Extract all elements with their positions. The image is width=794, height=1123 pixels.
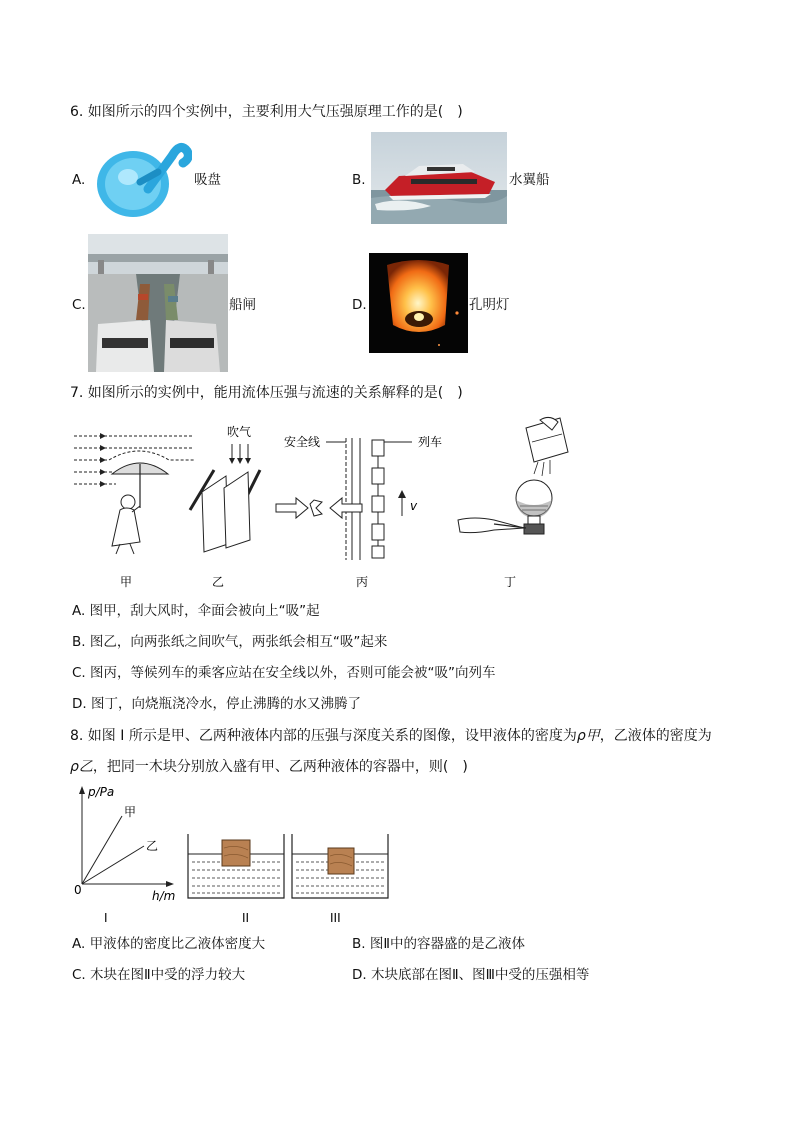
q7-caption-jia: 甲 bbox=[120, 575, 133, 589]
q8-rho-b: ρ乙 bbox=[70, 759, 93, 775]
q7-caption-yi: 乙 bbox=[212, 575, 225, 589]
q7-train-label: 列车 bbox=[418, 435, 443, 449]
q8-container-2 bbox=[188, 834, 284, 898]
q8-container-3 bbox=[292, 834, 388, 898]
q8-line-b bbox=[82, 846, 144, 884]
q8-option-b: B. 图Ⅱ中的容器盛的是乙液体 bbox=[352, 936, 525, 952]
q8-rho-a: ρ甲 bbox=[576, 728, 600, 744]
q7-blow-label: 吹气 bbox=[227, 425, 252, 439]
q6-option-b-letter: B. bbox=[352, 172, 366, 188]
q8-stem-line1 bbox=[70, 727, 712, 745]
q7-option-b: B. 图乙，向两张纸之间吹气，两张纸会相互“吸”起来 bbox=[72, 634, 388, 650]
suction-cup-icon bbox=[88, 134, 192, 220]
q6-option-a-letter: A. bbox=[72, 172, 86, 188]
q8-stem-text2: ，把同一木块分别放入盛有甲、乙两种液体的容器中，则( ) bbox=[92, 759, 468, 775]
hydrofoil-boat-icon bbox=[371, 132, 507, 224]
q8-caption-1: I bbox=[104, 911, 108, 925]
q7-option-d: D. 图丁，向烧瓶浇冷水，停止沸腾的水又沸腾了 bbox=[72, 696, 361, 712]
q8-figure bbox=[66, 782, 402, 928]
q8-y-axis-label: p/Pa bbox=[88, 785, 115, 799]
q7-stem: 7. 如图所示的实例中，能用流体压强与流速的关系解释的是( ) bbox=[70, 385, 463, 401]
q7-fig-ding bbox=[458, 417, 568, 534]
q8-x-axis-label: h/m bbox=[152, 889, 176, 903]
q7-option-a: A. 图甲，刮大风时，伞面会被向上“吸”起 bbox=[72, 603, 320, 619]
q8-graph bbox=[74, 785, 175, 903]
q7-fig-yi bbox=[190, 424, 260, 552]
q8-line-a-label: 甲 bbox=[124, 805, 137, 819]
q7-velocity-label: v bbox=[410, 499, 418, 513]
q8-origin-label: 0 bbox=[74, 883, 82, 897]
q8-option-d: D. 木块底部在图Ⅱ、图Ⅲ中受的压强相等 bbox=[352, 967, 590, 983]
q6-option-c-label: 船闸 bbox=[229, 297, 256, 313]
q8-line-b-label: 乙 bbox=[146, 839, 159, 853]
q6-option-c-letter: C. bbox=[72, 297, 86, 313]
wood-block-icon bbox=[328, 848, 354, 874]
q8-caption-3: III bbox=[330, 911, 341, 925]
q7-caption-bing: 丙 bbox=[356, 575, 369, 589]
q8-option-c: C. 木块在图Ⅱ中受的浮力较大 bbox=[72, 967, 246, 983]
q6-option-d-label: 孔明灯 bbox=[469, 297, 510, 313]
ship-lock-icon bbox=[88, 234, 228, 372]
q6-option-b-label: 水翼船 bbox=[509, 172, 550, 188]
q8-caption-2: II bbox=[242, 911, 250, 925]
q6-option-d-letter: D. bbox=[352, 297, 367, 313]
wood-block-icon bbox=[222, 840, 250, 866]
q7-option-c: C. 图丙，等候列车的乘客应站在安全线以外，否则可能会被“吸”向列车 bbox=[72, 665, 496, 681]
q7-figure bbox=[64, 412, 584, 592]
q8-stem-text: 8. 如图 I 所示是甲、乙两种液体内部的压强与深度关系的图像，设甲液体的密度为 bbox=[70, 728, 577, 744]
q8-option-a: A. 甲液体的密度比乙液体密度大 bbox=[72, 936, 266, 952]
q8-line-a bbox=[82, 816, 122, 884]
q6-stem: 6. 如图所示的四个实例中，主要利用大气压强原理工作的是( ) bbox=[70, 104, 463, 120]
q7-fig-bing bbox=[276, 434, 442, 560]
q7-caption-ding: 丁 bbox=[504, 575, 517, 589]
q8-stem-tail: ，乙液体的密度为 bbox=[599, 728, 712, 744]
sky-lantern-icon bbox=[369, 253, 468, 353]
q7-safety-line-label: 安全线 bbox=[284, 435, 321, 449]
q8-stem-line2 bbox=[70, 758, 468, 776]
q7-fig-jia bbox=[74, 433, 194, 554]
q6-option-a-label: 吸盘 bbox=[194, 172, 221, 188]
